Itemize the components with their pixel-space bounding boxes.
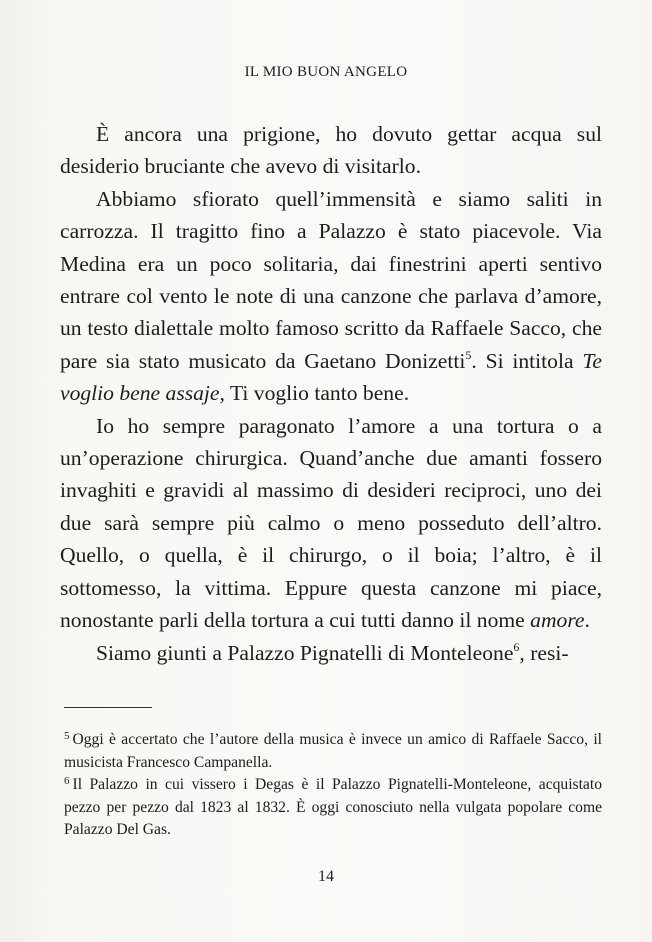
body-text: [60, 118, 602, 669]
paragraph-2-text-c: , Ti voglio tanto bene.: [219, 381, 410, 406]
footnote-ref-6: 6: [513, 639, 520, 654]
footnote-rule: [64, 707, 152, 708]
footnote-5: [64, 729, 602, 774]
paragraph-4-text-a: Siamo giunti a Palazzo Pignatelli di Monteleone: [96, 640, 514, 665]
paragraph-3-text-b: .: [584, 608, 590, 633]
paragraph-2-text-b: . Si intitola: [471, 348, 583, 373]
paragraph-1: È ancora una prigione, ho dovuto gettar acqua sul desiderio bruciante che avevo di visitarlo.: [60, 122, 602, 179]
paragraph-3: [60, 410, 602, 637]
song-title: Te voglio bene assaje: [60, 348, 602, 406]
footnote-ref-5: 5: [465, 347, 472, 362]
footnote-6: [64, 774, 602, 842]
paragraph-4: [60, 637, 602, 669]
paragraph-4-text-b: , resi-: [519, 640, 569, 665]
running-head: IL MIO BUON ANGELO: [244, 64, 408, 80]
footnotes: [64, 729, 602, 842]
footnote-number: 5: [64, 730, 70, 742]
footnote-text: Oggi è accertato che l’autore della musica è invece un amico di Raffaele Sacco, il musicista Francesco Campanella.: [64, 731, 602, 771]
paragraph-2: [60, 183, 602, 410]
footnote-text: Il Palazzo in cui vissero i Degas è il Palazzo Pignatelli-Monteleone, acquistato pezzo per pezzo dal 1823 al 1832. È oggi conosciuto nella vulgata popolare come Palazzo Del Gas.: [64, 776, 602, 839]
paragraph-2-text-a: Abbiamo sfiorato quell’immensità e siamo saliti in carrozza. Il tragitto fino a Palazzo è stato piacevole. Via Medina era un poco solitaria, dai finestrini aperti sentivo entrare col vento le note di una canzone che parlava d’amore, un testo dialettale molto famoso scritto da Raffaele Sacco, che pare sia stato musicato da Gaetano Donizetti: [60, 186, 602, 373]
paragraph-3-text-a: Io ho sempre paragonato l’amore a una tortura o a un’operazione chirurgica. Quand’anche due amanti fossero invaghiti e gravidi al massimo di desideri reciproci, uno dei due sarà sempre più calmo o meno posseduto dell’altro. Quello, o quella, è il chirurgo, o il boia; l’altro, è il sottomesso, la vittima. Eppure questa canzone mi piace, nonostante parli della tortura a cui tutti danno il nome: [60, 413, 602, 633]
footnote-number: 6: [64, 775, 70, 788]
page-number: 14: [318, 868, 334, 885]
emphasis-amore: amore: [530, 608, 585, 633]
